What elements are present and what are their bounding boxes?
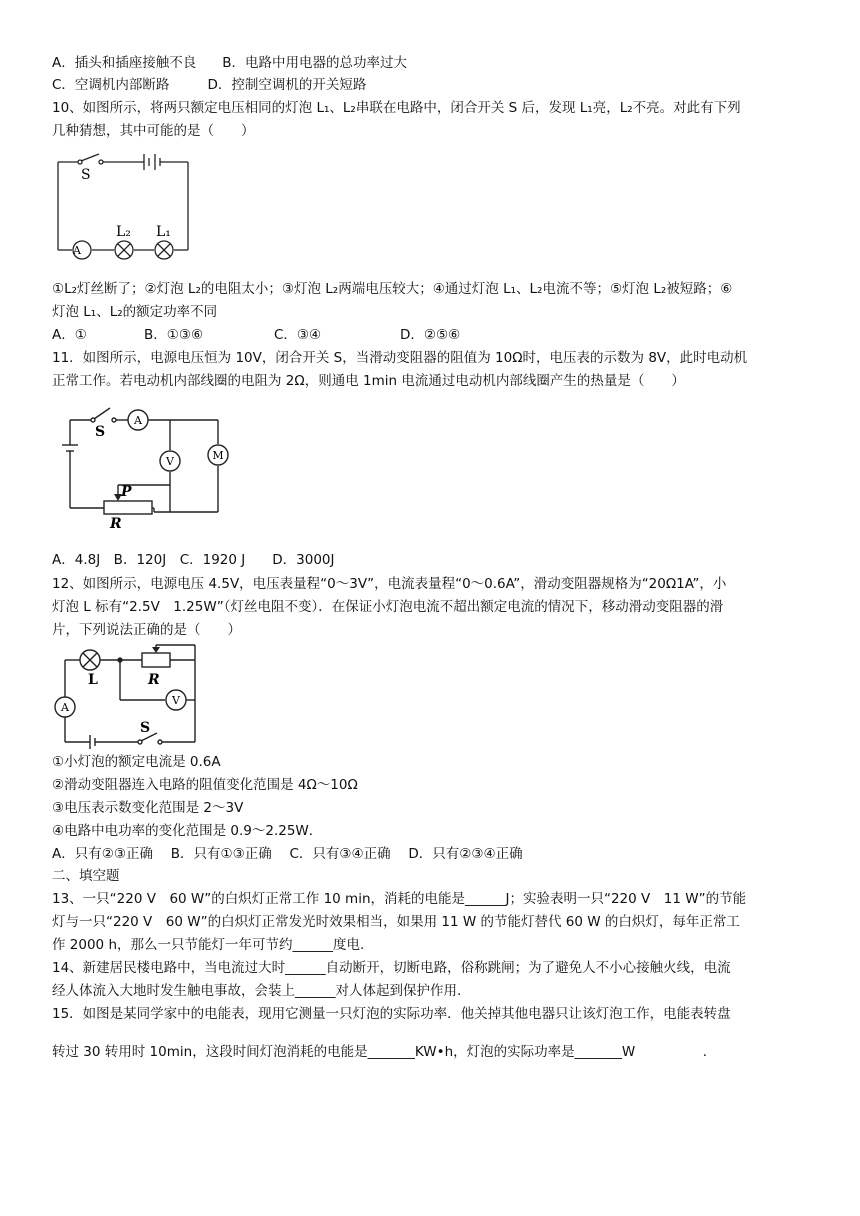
q9-options-row-1 — [52, 53, 407, 73]
q10-guesses-line-1: ①L₂灯丝断了；②灯泡 L₂的电阻太小；③灯泡 L₂两端电压较大；④通过灯泡 L₁、L₂电流不等；⑤灯泡 L₂被短路；⑥ — [52, 281, 733, 297]
q10-lamp-l1-label: L₁ — [156, 224, 171, 240]
q10-switch-label: S — [81, 167, 91, 183]
q11-circuit-diagram — [58, 400, 243, 535]
q10-circuit-diagram — [50, 150, 200, 265]
q13-line-3: 作 2000 h，那么一只节能灯一年可节约______度电. — [52, 937, 365, 953]
q9-option-b: B．电路中用电器的总功率过大 — [222, 55, 408, 71]
q12-statement-2: ②滑动变阻器连入电路的阻值变化范围是 4Ω～10Ω — [52, 777, 358, 793]
q12-statement-3: ③电压表示数变化范围是 2～3V — [52, 800, 244, 816]
q12-statement-4: ④电路中电功率的变化范围是 0.9～2.25W． — [52, 823, 323, 839]
q10-option-d: D．②⑤⑥ — [400, 327, 461, 343]
q14-line-1: 14、新建居民楼电路中，当电流过大时______自动断开，切断电路，俗称跳闸；为了避免人不小心接触火线，电流 — [52, 960, 731, 976]
q11-switch-label: S — [95, 424, 106, 440]
q11-slider-label: P — [121, 484, 132, 500]
q10-stem-line-2: 几种猜想，其中可能的是（ ） — [52, 123, 255, 139]
q12-lamp-label: L — [88, 672, 98, 688]
q13-line-1: 13、一只“220 V 60 W”的白炽灯正常工作 10 min，消耗的电能是______J；实验表明一只“220 V 11 W”的节能 — [52, 891, 747, 907]
q9-option-a: A．插头和插座接触不良 — [52, 55, 197, 71]
q10-lamp-l2-label: L₂ — [116, 224, 131, 240]
q11-motor-label: M — [212, 449, 224, 462]
q13-line-2: 灯与一只“220 V 60 W”的白炽灯正常发光时效果相当，如果用 11 W 的节能灯替代 60 W 的白炽灯，每年正常工 — [52, 914, 740, 930]
q12-stem-line-2: 灯泡 L 标有“2.5V 1.25W”（灯丝电阻不变）．在保证小灯泡电流不超出额定电流的情况下，移动滑动变阻器的滑 — [52, 599, 724, 615]
q11-rheostat-label: R — [110, 516, 122, 532]
q11-options: A．4.8J B．120J C．1920 J D．3000J — [52, 552, 335, 568]
q11-stem-line-2: 正常工作。若电动机内部线圈的电阻为 2Ω，则通电 1min 电流通过电动机内部线圈产生的热量是（ ） — [52, 373, 685, 389]
q12-stem-line-1: 12、如图所示，电源电压 4.5V，电压表量程“0～3V”，电流表量程“0～0.6A”，滑动变阻器规格为“20Ω1A”，小 — [52, 576, 727, 592]
q15-line-2: 转过 30 转用时 10min，这段时间灯泡消耗的电能是_______KW•h，灯泡的实际功率是_______W . — [52, 1044, 708, 1060]
q12-stem-line-3: 片，下列说法正确的是（ ） — [52, 622, 241, 638]
q11-voltmeter-label: V — [166, 455, 174, 468]
q11-ammeter-label: A — [134, 414, 142, 427]
q12-options: A．只有②③正确 B．只有①③正确 C．只有③④正确 D．只有②③④正确 — [52, 846, 523, 862]
q11-stem-line-1: 11．如图所示，电源电压恒为 10V，闭合开关 S，当滑动变阻器的阻值为 10Ω时，电压表的示数为 8V，此时电动机 — [52, 350, 748, 366]
q15-line-1: 15．如图是某同学家中的电能表，现用它测量一只灯泡的实际功率．他关掉其他电器只让该灯泡工作，电能表转盘 — [52, 1006, 731, 1022]
q12-ammeter-label: A — [61, 701, 69, 714]
section-heading-fill-in: 二、填空题 — [52, 868, 120, 884]
q12-rheostat-label: R — [148, 672, 160, 688]
q10-ammeter-label: A — [73, 244, 81, 257]
q10-guesses-line-2: 灯泡 L₁、L₂的额定功率不同 — [52, 304, 218, 320]
q14-line-2: 经人体流入大地时发生触电事故，会装上______对人体起到保护作用. — [52, 983, 462, 999]
q10-option-b: B．①③⑥ — [144, 327, 204, 343]
q9-options-row-2 — [52, 75, 366, 95]
q10-stem-line-1: 10、如图所示，将两只额定电压相同的灯泡 L₁、L₂串联在电路中，闭合开关 S 后，发现 L₁亮，L₂不亮。对此有下列 — [52, 100, 741, 116]
q12-circuit-diagram — [50, 640, 210, 750]
q12-statement-1: ①小灯泡的额定电流是 0.6A — [52, 754, 221, 770]
q9-option-d: D．控制空调机的开关短路 — [207, 77, 367, 93]
q9-option-c: C．空调机内部断路 — [52, 77, 170, 93]
q10-option-a: A．① — [52, 327, 87, 343]
q12-voltmeter-label: V — [172, 694, 180, 707]
q12-switch-label: S — [140, 720, 151, 736]
q10-option-c: C．③④ — [274, 327, 322, 343]
